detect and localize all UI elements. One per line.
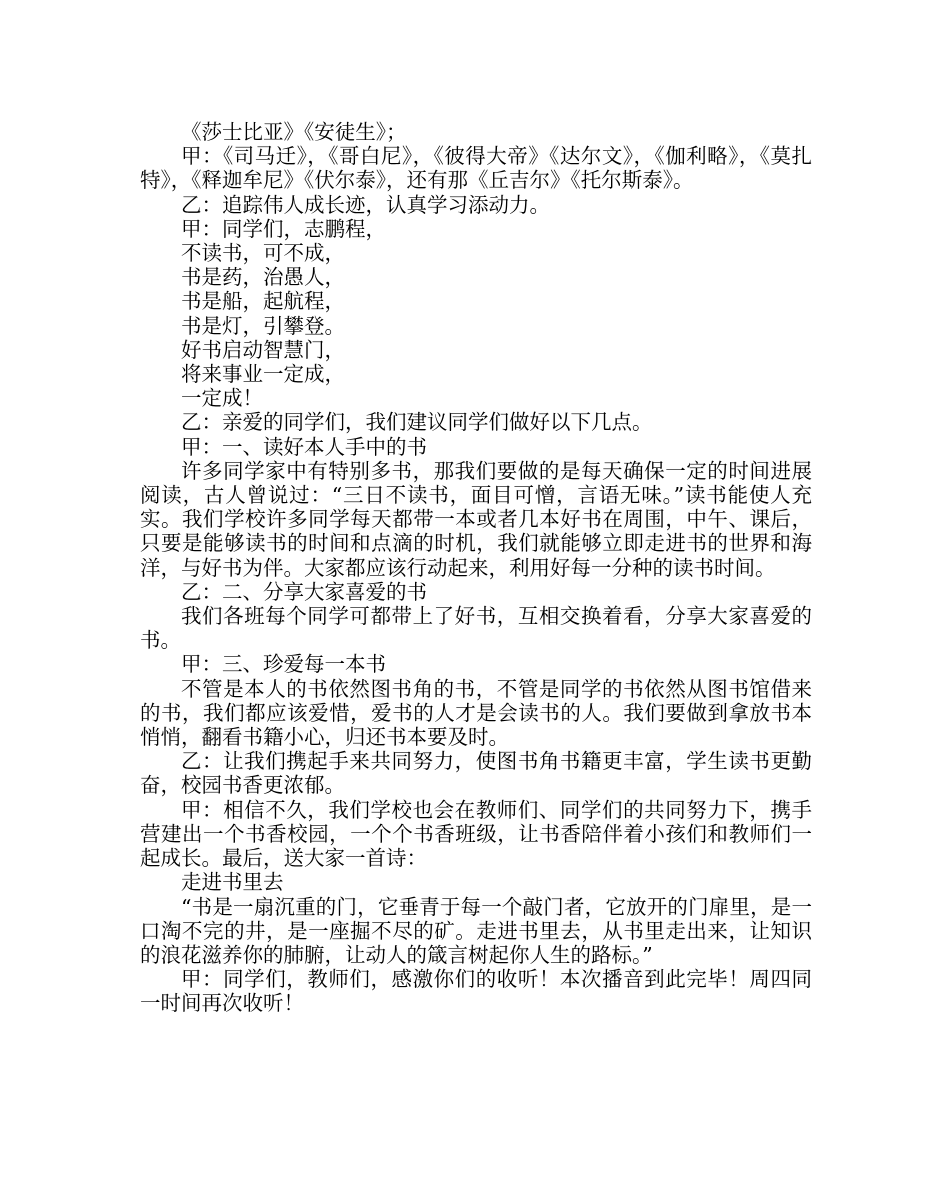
paragraph: 不管是本人的书依然图书角的书，不管是同学的书依然从图书馆借来的书，我们都应该爱惜，爱书的人才是会读书的人。我们要做到拿放书本悄悄，翻看书籍小心，归还书本要及时。 xyxy=(140,676,812,750)
paragraph: 许多同学家中有特别多书，那我们要做的是每天确保一定的时间进展阅读，古人曾说过：“三日不读书，面目可憎，言语无味。”读书能使人充实。我们学校许多同学每天都带一本或者几本好书在周围，中午、课后，只要是能够读书的时间和点滴的时机，我们就能够立即走进书的世界和海洋，与好书为伴。大家都应该行动起来，利用好每一分种的读书时间。 xyxy=(140,458,812,580)
paragraph: 甲：同学们，志鹏程， xyxy=(181,216,386,241)
paragraph: 甲：《司马迁》，《哥白尼》，《彼得大帝》《达尔文》，《伽利略》，《莫扎特》，《释迦牟尼》《伏尔泰》，还有那《丘吉尔》《托尔斯泰》。 xyxy=(140,144,812,193)
paragraph: 乙：亲爱的同学们，我们建议同学们做好以下几点。 xyxy=(181,410,653,435)
paragraph: 我们各班每个同学可都带上了好书，互相交换着看，分享大家喜爱的书。 xyxy=(140,604,812,653)
poem-title: 走进书里去 xyxy=(181,870,284,895)
section-heading: 甲：一、读好本人手中的书 xyxy=(181,434,427,459)
poem-line: 不读书，可不成， xyxy=(181,241,345,266)
poem-line: 书是药，治愚人， xyxy=(181,265,345,290)
paragraph: 乙：追踪伟人成长迹，认真学习添动力。 xyxy=(181,192,550,217)
poem-line: 将来事业一定成， xyxy=(181,362,345,387)
poem-text: “书是一扇沉重的门，它垂青于每一个敲门者，它放开的门扉里，是一口淘不完的井，是一座掘不尽的矿。走进书里去，从书里走出来，让知识的浪花滋养你的肺腑，让动人的箴言树起你人生的路标。” xyxy=(140,894,812,967)
paragraph: 乙：让我们携起手来共同努力，使图书角书籍更丰富，学生读书更勤奋，校园书香更浓郁。 xyxy=(140,749,812,798)
section-heading: 乙：二、分享大家喜爱的书 xyxy=(181,579,427,604)
document-body xyxy=(140,120,812,1016)
paragraph: 甲：相信不久，我们学校也会在教师们、同学们的共同努力下，携手营建出一个书香校园，一个个书香班级，让书香陪伴着小孩们和教师们一起成长。最后，送大家一首诗： xyxy=(140,797,812,871)
closing-paragraph: 甲：同学们，教师们，感激你们的收听！本次播音到此完毕！周四同一时间再次收听！ xyxy=(140,967,812,1016)
poem-line: 一定成！ xyxy=(181,386,263,411)
poem-line: 书是船，起航程， xyxy=(181,289,345,314)
poem-line: 好书启动智慧门， xyxy=(181,337,345,362)
section-heading: 甲：三、珍爱每一本书 xyxy=(181,652,386,677)
poem-line: 书是灯，引攀登。 xyxy=(181,313,345,338)
paragraph: 《莎士比亚》《安徒生》； xyxy=(181,120,407,144)
